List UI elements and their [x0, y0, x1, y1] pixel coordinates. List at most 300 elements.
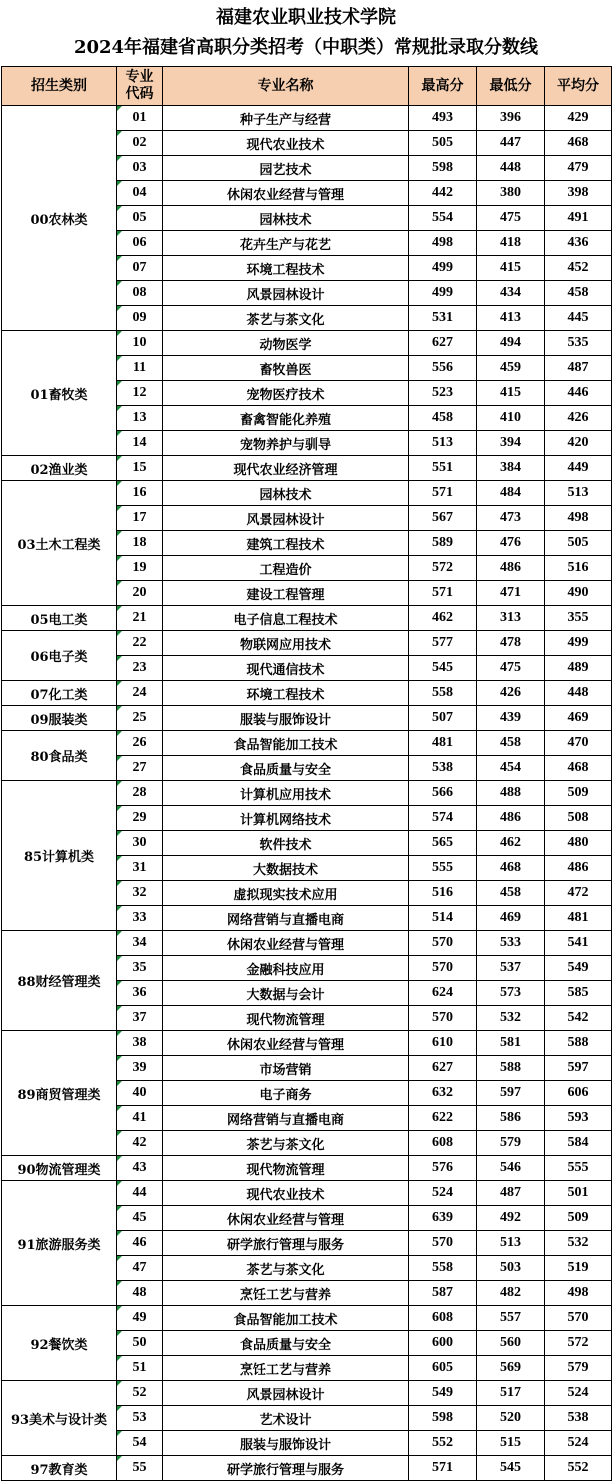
table-row — [2, 1381, 612, 1406]
avg-score-cell: 398 — [545, 181, 612, 206]
code-cell: 21 — [117, 606, 163, 631]
avg-score-cell: 519 — [545, 1256, 612, 1281]
min-score-cell: 415 — [477, 256, 545, 281]
code-cell: 35 — [117, 956, 163, 981]
code-cell: 41 — [117, 1106, 163, 1131]
major-name-cell: 计算机应用技术 — [163, 781, 409, 806]
max-score-cell: 570 — [409, 931, 477, 956]
major-name-cell: 茶艺与茶文化 — [163, 306, 409, 331]
code-cell: 18 — [117, 531, 163, 556]
min-score-cell: 475 — [477, 206, 545, 231]
major-name-cell: 大数据与会计 — [163, 981, 409, 1006]
code-cell: 54 — [117, 1431, 163, 1456]
min-score-cell: 560 — [477, 1331, 545, 1356]
avg-score-cell: 479 — [545, 156, 612, 181]
avg-score-cell: 491 — [545, 206, 612, 231]
max-score-cell: 538 — [409, 756, 477, 781]
avg-score-cell: 549 — [545, 956, 612, 981]
min-score-cell: 581 — [477, 1031, 545, 1056]
major-name-cell: 网络营销与直播电商 — [163, 906, 409, 931]
table-row — [2, 456, 612, 481]
min-score-cell: 394 — [477, 431, 545, 456]
min-score-cell: 492 — [477, 1206, 545, 1231]
major-name-cell: 风景园林设计 — [163, 1381, 409, 1406]
major-name-cell: 研学旅行管理与服务 — [163, 1231, 409, 1256]
avg-score-cell: 579 — [545, 1356, 612, 1381]
max-score-cell: 556 — [409, 356, 477, 381]
table-row — [2, 1456, 612, 1481]
avg-score-cell: 355 — [545, 606, 612, 631]
category-cell: 91旅游服务类 — [2, 1181, 117, 1306]
code-cell: 36 — [117, 981, 163, 1006]
max-score-cell: 458 — [409, 406, 477, 431]
max-score-cell: 587 — [409, 1281, 477, 1306]
major-name-cell: 园艺技术 — [163, 156, 409, 181]
min-score-cell: 415 — [477, 381, 545, 406]
max-score-cell: 639 — [409, 1206, 477, 1231]
max-score-cell: 514 — [409, 906, 477, 931]
avg-score-cell: 606 — [545, 1081, 612, 1106]
avg-score-cell: 597 — [545, 1056, 612, 1081]
code-cell: 08 — [117, 281, 163, 306]
major-name-cell: 烹饪工艺与营养 — [163, 1356, 409, 1381]
min-score-cell: 573 — [477, 981, 545, 1006]
min-score-cell: 434 — [477, 281, 545, 306]
code-cell: 25 — [117, 706, 163, 731]
max-score-cell: 605 — [409, 1356, 477, 1381]
min-score-cell: 468 — [477, 856, 545, 881]
code-cell: 40 — [117, 1081, 163, 1106]
min-score-cell: 454 — [477, 756, 545, 781]
avg-score-cell: 541 — [545, 931, 612, 956]
category-cell: 89商贸管理类 — [2, 1031, 117, 1156]
max-score-cell: 524 — [409, 1181, 477, 1206]
table-header-row — [2, 67, 612, 106]
min-score-cell: 413 — [477, 306, 545, 331]
major-name-cell: 现代通信技术 — [163, 656, 409, 681]
major-name-cell: 烹饪工艺与营养 — [163, 1281, 409, 1306]
avg-score-cell: 480 — [545, 831, 612, 856]
avg-score-cell: 445 — [545, 306, 612, 331]
table-row — [2, 706, 612, 731]
table-row — [2, 481, 612, 506]
code-cell: 03 — [117, 156, 163, 181]
code-cell: 52 — [117, 1381, 163, 1406]
code-cell: 37 — [117, 1006, 163, 1031]
avg-score-cell: 555 — [545, 1156, 612, 1181]
code-cell: 23 — [117, 656, 163, 681]
code-cell: 02 — [117, 131, 163, 156]
category-cell: 97教育类 — [2, 1456, 117, 1481]
code-cell: 48 — [117, 1281, 163, 1306]
code-cell: 43 — [117, 1156, 163, 1181]
code-cell: 14 — [117, 431, 163, 456]
code-cell: 19 — [117, 556, 163, 581]
min-score-cell: 426 — [477, 681, 545, 706]
code-cell: 13 — [117, 406, 163, 431]
table-row — [2, 1181, 612, 1206]
code-cell: 45 — [117, 1206, 163, 1231]
code-cell: 38 — [117, 1031, 163, 1056]
max-score-cell: 610 — [409, 1031, 477, 1056]
min-score-cell: 396 — [477, 106, 545, 131]
min-score-cell: 488 — [477, 781, 545, 806]
avg-score-cell: 509 — [545, 1206, 612, 1231]
max-score-cell: 576 — [409, 1156, 477, 1181]
min-score-cell: 533 — [477, 931, 545, 956]
max-score-cell: 608 — [409, 1131, 477, 1156]
avg-score-cell: 436 — [545, 231, 612, 256]
min-score-cell: 487 — [477, 1181, 545, 1206]
avg-score-cell: 498 — [545, 1281, 612, 1306]
code-cell: 20 — [117, 581, 163, 606]
major-name-cell: 风景园林设计 — [163, 281, 409, 306]
min-score-cell: 410 — [477, 406, 545, 431]
header-code — [117, 67, 163, 106]
min-score-cell: 597 — [477, 1081, 545, 1106]
max-score-cell: 551 — [409, 456, 477, 481]
min-score-cell: 569 — [477, 1356, 545, 1381]
avg-score-cell: 487 — [545, 356, 612, 381]
avg-score-cell: 498 — [545, 506, 612, 531]
category-cell: 05电工类 — [2, 606, 117, 631]
code-cell: 01 — [117, 106, 163, 131]
max-score-cell: 574 — [409, 806, 477, 831]
min-score-cell: 486 — [477, 556, 545, 581]
major-name-cell: 畜禽智能化养殖 — [163, 406, 409, 431]
avg-score-cell: 426 — [545, 406, 612, 431]
min-score-cell: 469 — [477, 906, 545, 931]
min-score-cell: 476 — [477, 531, 545, 556]
min-score-cell: 586 — [477, 1106, 545, 1131]
major-name-cell: 茶艺与茶文化 — [163, 1131, 409, 1156]
max-score-cell: 622 — [409, 1106, 477, 1131]
major-name-cell: 电子商务 — [163, 1081, 409, 1106]
table-row — [2, 681, 612, 706]
code-cell: 30 — [117, 831, 163, 856]
major-name-cell: 环境工程技术 — [163, 681, 409, 706]
min-score-cell: 380 — [477, 181, 545, 206]
major-name-cell: 软件技术 — [163, 831, 409, 856]
max-score-cell: 507 — [409, 706, 477, 731]
code-cell: 39 — [117, 1056, 163, 1081]
category-cell: 00农林类 — [2, 106, 117, 331]
min-score-cell: 532 — [477, 1006, 545, 1031]
avg-score-cell: 588 — [545, 1031, 612, 1056]
avg-score-cell: 470 — [545, 731, 612, 756]
title-line-1: 福建农业职业技术学院 — [216, 7, 396, 28]
header-min: 最低分 — [477, 67, 545, 106]
category-cell: 02渔业类 — [2, 456, 117, 481]
max-score-cell: 567 — [409, 506, 477, 531]
major-name-cell: 网络营销与直播电商 — [163, 1106, 409, 1131]
code-cell: 51 — [117, 1356, 163, 1381]
code-cell: 05 — [117, 206, 163, 231]
max-score-cell: 566 — [409, 781, 477, 806]
code-cell: 44 — [117, 1181, 163, 1206]
major-name-cell: 服装与服饰设计 — [163, 1431, 409, 1456]
major-name-cell: 艺术设计 — [163, 1406, 409, 1431]
avg-score-cell: 468 — [545, 131, 612, 156]
avg-score-cell: 513 — [545, 481, 612, 506]
code-cell: 49 — [117, 1306, 163, 1331]
category-cell: 80食品类 — [2, 731, 117, 781]
code-cell: 47 — [117, 1256, 163, 1281]
avg-score-cell: 524 — [545, 1431, 612, 1456]
avg-score-cell: 472 — [545, 881, 612, 906]
max-score-cell: 571 — [409, 1456, 477, 1481]
min-score-cell: 557 — [477, 1306, 545, 1331]
min-score-cell: 459 — [477, 356, 545, 381]
min-score-cell: 462 — [477, 831, 545, 856]
max-score-cell: 531 — [409, 306, 477, 331]
avg-score-cell: 489 — [545, 656, 612, 681]
min-score-cell: 503 — [477, 1256, 545, 1281]
max-score-cell: 552 — [409, 1431, 477, 1456]
max-score-cell: 577 — [409, 631, 477, 656]
major-name-cell: 宠物医疗技术 — [163, 381, 409, 406]
major-name-cell: 电子信息工程技术 — [163, 606, 409, 631]
avg-score-cell: 552 — [545, 1456, 612, 1481]
code-cell: 53 — [117, 1406, 163, 1431]
max-score-cell: 523 — [409, 381, 477, 406]
max-score-cell: 516 — [409, 881, 477, 906]
max-score-cell: 627 — [409, 331, 477, 356]
avg-score-cell: 509 — [545, 781, 612, 806]
major-name-cell: 研学旅行管理与服务 — [163, 1456, 409, 1481]
avg-score-cell: 572 — [545, 1331, 612, 1356]
min-score-cell: 520 — [477, 1406, 545, 1431]
header-major: 专业名称 — [163, 67, 409, 106]
table-row — [2, 1031, 612, 1056]
table-row — [2, 106, 612, 131]
avg-score-cell: 535 — [545, 331, 612, 356]
header-category: 招生类别 — [2, 67, 117, 106]
table-row — [2, 781, 612, 806]
major-name-cell: 畜牧兽医 — [163, 356, 409, 381]
code-cell: 27 — [117, 756, 163, 781]
code-cell: 42 — [117, 1131, 163, 1156]
code-cell: 31 — [117, 856, 163, 881]
category-cell: 09服装类 — [2, 706, 117, 731]
table-row — [2, 331, 612, 356]
avg-score-cell: 585 — [545, 981, 612, 1006]
max-score-cell: 499 — [409, 256, 477, 281]
major-name-cell: 休闲农业经营与管理 — [163, 1206, 409, 1231]
max-score-cell: 513 — [409, 431, 477, 456]
min-score-cell: 545 — [477, 1456, 545, 1481]
min-score-cell: 458 — [477, 881, 545, 906]
max-score-cell: 570 — [409, 956, 477, 981]
max-score-cell: 554 — [409, 206, 477, 231]
category-cell: 88财经管理类 — [2, 931, 117, 1031]
max-score-cell: 598 — [409, 156, 477, 181]
max-score-cell: 589 — [409, 531, 477, 556]
avg-score-cell: 481 — [545, 906, 612, 931]
title-line-2: 2024年福建省高职分类招考（中职类）常规批录取分数线 — [73, 37, 539, 58]
avg-score-cell: 468 — [545, 756, 612, 781]
max-score-cell: 555 — [409, 856, 477, 881]
avg-score-cell: 584 — [545, 1131, 612, 1156]
max-score-cell: 570 — [409, 1231, 477, 1256]
code-cell: 16 — [117, 481, 163, 506]
category-cell: 06电子类 — [2, 631, 117, 681]
avg-score-cell: 448 — [545, 681, 612, 706]
code-cell: 34 — [117, 931, 163, 956]
avg-score-cell: 486 — [545, 856, 612, 881]
max-score-cell: 570 — [409, 1006, 477, 1031]
min-score-cell: 486 — [477, 806, 545, 831]
min-score-cell: 588 — [477, 1056, 545, 1081]
min-score-cell: 471 — [477, 581, 545, 606]
code-cell: 11 — [117, 356, 163, 381]
header-code-line2: 代码 — [125, 86, 154, 102]
table-body — [2, 106, 612, 1481]
code-cell: 06 — [117, 231, 163, 256]
min-score-cell: 517 — [477, 1381, 545, 1406]
min-score-cell: 475 — [477, 656, 545, 681]
max-score-cell: 493 — [409, 106, 477, 131]
table-row — [2, 731, 612, 756]
avg-score-cell: 516 — [545, 556, 612, 581]
major-name-cell: 大数据技术 — [163, 856, 409, 881]
table-row — [2, 631, 612, 656]
avg-score-cell: 458 — [545, 281, 612, 306]
document-title — [0, 0, 612, 66]
major-name-cell: 现代物流管理 — [163, 1156, 409, 1181]
category-cell: 90物流管理类 — [2, 1156, 117, 1181]
max-score-cell: 481 — [409, 731, 477, 756]
max-score-cell: 462 — [409, 606, 477, 631]
max-score-cell: 572 — [409, 556, 477, 581]
major-name-cell: 计算机网络技术 — [163, 806, 409, 831]
major-name-cell: 现代物流管理 — [163, 1006, 409, 1031]
max-score-cell: 558 — [409, 681, 477, 706]
category-cell: 93美术与设计类 — [2, 1381, 117, 1456]
major-name-cell: 工程造价 — [163, 556, 409, 581]
max-score-cell: 571 — [409, 481, 477, 506]
admission-score-table — [1, 66, 612, 1481]
code-cell: 50 — [117, 1331, 163, 1356]
major-name-cell: 园林技术 — [163, 481, 409, 506]
category-cell: 85计算机类 — [2, 781, 117, 931]
major-name-cell: 金融科技应用 — [163, 956, 409, 981]
major-name-cell: 建筑工程技术 — [163, 531, 409, 556]
table-row — [2, 1156, 612, 1181]
category-cell: 92餐饮类 — [2, 1306, 117, 1381]
avg-score-cell: 452 — [545, 256, 612, 281]
avg-score-cell: 593 — [545, 1106, 612, 1131]
max-score-cell: 499 — [409, 281, 477, 306]
code-cell: 07 — [117, 256, 163, 281]
min-score-cell: 513 — [477, 1231, 545, 1256]
table-row — [2, 606, 612, 631]
code-cell: 32 — [117, 881, 163, 906]
code-cell: 33 — [117, 906, 163, 931]
min-score-cell: 448 — [477, 156, 545, 181]
avg-score-cell: 538 — [545, 1406, 612, 1431]
code-cell: 29 — [117, 806, 163, 831]
max-score-cell: 627 — [409, 1056, 477, 1081]
avg-score-cell: 501 — [545, 1181, 612, 1206]
max-score-cell: 545 — [409, 656, 477, 681]
major-name-cell: 休闲农业经营与管理 — [163, 181, 409, 206]
major-name-cell: 食品质量与安全 — [163, 1331, 409, 1356]
major-name-cell: 休闲农业经营与管理 — [163, 1031, 409, 1056]
major-name-cell: 食品质量与安全 — [163, 756, 409, 781]
min-score-cell: 515 — [477, 1431, 545, 1456]
avg-score-cell: 449 — [545, 456, 612, 481]
max-score-cell: 598 — [409, 1406, 477, 1431]
min-score-cell: 537 — [477, 956, 545, 981]
code-cell: 17 — [117, 506, 163, 531]
max-score-cell: 558 — [409, 1256, 477, 1281]
code-cell: 04 — [117, 181, 163, 206]
major-name-cell: 建设工程管理 — [163, 581, 409, 606]
max-score-cell: 624 — [409, 981, 477, 1006]
major-name-cell: 环境工程技术 — [163, 256, 409, 281]
major-name-cell: 现代农业经济管理 — [163, 456, 409, 481]
min-score-cell: 447 — [477, 131, 545, 156]
header-code-line1: 专业 — [125, 69, 154, 85]
max-score-cell: 632 — [409, 1081, 477, 1106]
max-score-cell: 571 — [409, 581, 477, 606]
code-cell: 10 — [117, 331, 163, 356]
avg-score-cell: 524 — [545, 1381, 612, 1406]
min-score-cell: 579 — [477, 1131, 545, 1156]
major-name-cell: 动物医学 — [163, 331, 409, 356]
avg-score-cell: 542 — [545, 1006, 612, 1031]
category-cell: 07化工类 — [2, 681, 117, 706]
min-score-cell: 418 — [477, 231, 545, 256]
avg-score-cell: 532 — [545, 1231, 612, 1256]
avg-score-cell: 505 — [545, 531, 612, 556]
avg-score-cell: 446 — [545, 381, 612, 406]
code-cell: 26 — [117, 731, 163, 756]
header-avg: 平均分 — [545, 67, 612, 106]
code-cell: 28 — [117, 781, 163, 806]
code-cell: 15 — [117, 456, 163, 481]
major-name-cell: 虚拟现实技术应用 — [163, 881, 409, 906]
code-cell: 09 — [117, 306, 163, 331]
max-score-cell: 442 — [409, 181, 477, 206]
min-score-cell: 473 — [477, 506, 545, 531]
table-row — [2, 931, 612, 956]
min-score-cell: 458 — [477, 731, 545, 756]
avg-score-cell: 490 — [545, 581, 612, 606]
min-score-cell: 478 — [477, 631, 545, 656]
code-cell: 46 — [117, 1231, 163, 1256]
major-name-cell: 休闲农业经营与管理 — [163, 931, 409, 956]
code-cell: 55 — [117, 1456, 163, 1481]
min-score-cell: 439 — [477, 706, 545, 731]
min-score-cell: 313 — [477, 606, 545, 631]
min-score-cell: 384 — [477, 456, 545, 481]
table-row — [2, 1306, 612, 1331]
avg-score-cell: 469 — [545, 706, 612, 731]
major-name-cell: 服装与服饰设计 — [163, 706, 409, 731]
max-score-cell: 549 — [409, 1381, 477, 1406]
min-score-cell: 482 — [477, 1281, 545, 1306]
max-score-cell: 498 — [409, 231, 477, 256]
major-name-cell: 宠物养护与驯导 — [163, 431, 409, 456]
avg-score-cell: 429 — [545, 106, 612, 131]
major-name-cell: 市场营销 — [163, 1056, 409, 1081]
category-cell: 03土木工程类 — [2, 481, 117, 606]
major-name-cell: 园林技术 — [163, 206, 409, 231]
code-cell: 22 — [117, 631, 163, 656]
category-cell: 01畜牧类 — [2, 331, 117, 456]
